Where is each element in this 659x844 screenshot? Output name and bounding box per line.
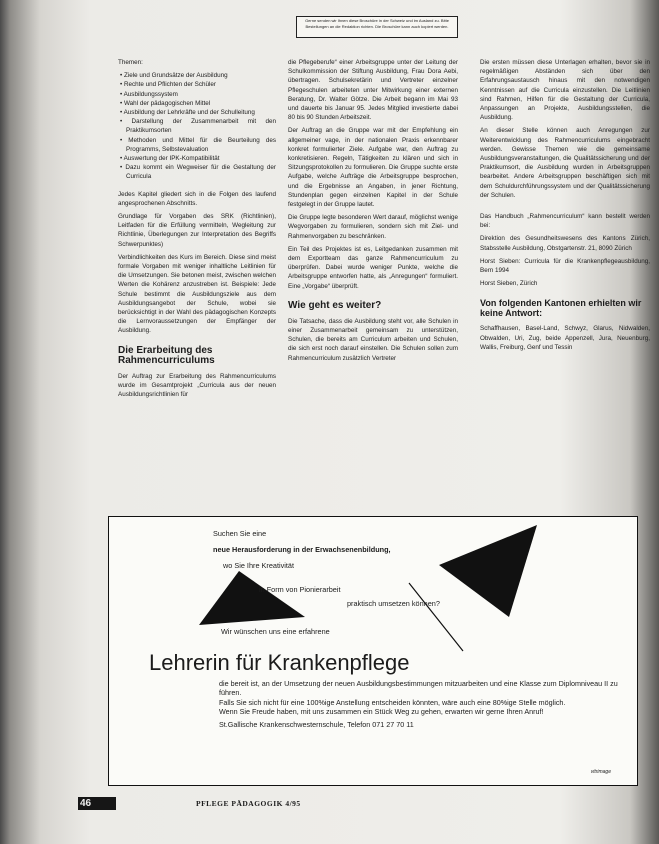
triangle-left xyxy=(199,571,305,625)
diagonal-line xyxy=(409,583,463,651)
column-intro: Themen: xyxy=(118,59,143,66)
section-heading: Die Erarbeitung des Rahmencurriculums xyxy=(118,344,215,366)
reference: Horst Sieben: Curricula für die Krankenpflegeausbildung, Bern 1994 xyxy=(480,257,650,275)
ad-body xyxy=(219,679,623,729)
paragraph: Ein Teil des Projektes ist es, Leitgedanken zusammen mit dem Exportteam das ganze Rahmencurriculum zu überprüfen. Dabei wurde weniger Punkte, welche die Arbeitsgruppe entworfen hatte, als „Anregungen“ formuliert. Eine „Vorgabe“ überprüft. xyxy=(288,245,458,290)
triangle-top-right xyxy=(439,525,537,617)
list-item: • Ausbildungssystem xyxy=(118,90,276,99)
text-column-2 xyxy=(288,58,458,367)
paragraph: Die Gruppe legte besonderen Wert darauf, möglichst wenige Wegvorgaben zu formulieren, sondern sich mit Ziel- und Rahmenvorgaben zu beschränken. xyxy=(288,214,458,240)
list-item: • Auswertung der IPK-Kompatibilität xyxy=(118,154,276,163)
paragraph: Grundlage für Vorgaben des SRK (Richtlinien), Leitfaden für die Erfüllung vermitteln, Wegleitung zur Richtlinie, Überlegungen zur Interpretation des Begriffs Schwerpunktes) xyxy=(118,213,276,248)
list-item: • Dazu kommt ein Wegweiser für die Gestaltung der Curricula xyxy=(118,163,276,181)
author: Horst Sieben, Zürich xyxy=(480,280,538,288)
paragraph: Verbindlichkeiten des Kurs im Bereich. Diese sind meist formale Vorgaben mit weniger inhaltliche Leitlinien für die Umsetzungen. Sie betonen meist, zwischen welchen Werten die Kohärenz anzustreben ist. Beispiele: Jede Schule bestimmt die Ausbildungsziele aus dem Ausbildungsangebot der Schule, wobei sie berücksichtigt in der Wahl des pädagogischen Konzepts die Lernvoraussetzungen der Empfänger der Ausbildung. xyxy=(118,253,276,335)
ad-paragraph: Falls Sie sich nicht für eine 100%ige Anstellung entscheiden könnten, wäre auch eine 80%ige Stelle möglich. xyxy=(219,697,566,707)
paragraph: Der Auftrag zur Erarbeitung des Rahmencurriculums wurde im Gesamtprojekt „Curricula aus der neuen Ausbildungsrichtlinien für xyxy=(118,372,276,399)
list-item: • Methoden und Mittel für die Beurteilung des Programms, Selbstevaluation xyxy=(118,136,276,154)
text-column-3 xyxy=(480,58,650,356)
paragraph: Das Handbuch „Rahmencurriculum“ kann bestellt werden bei: xyxy=(480,213,650,230)
section-heading: Von folgenden Kantonen erhielten wir keine Antwort: xyxy=(480,298,642,319)
list-item: • Ziele und Grundsätze der Ausbildung xyxy=(118,71,276,80)
ad-line: in Form von Pionierarbeit xyxy=(259,585,341,594)
text-column-1 xyxy=(118,58,276,403)
ad-paragraph: Wenn Sie Freude haben, mit uns zusammen ein Stück Weg zu gehen, erwarten wir gerne Ihren Anruf! xyxy=(219,706,544,716)
list-item: • Rechte und Pflichten der Schüler xyxy=(118,80,276,89)
paragraph: Schaffhausen, Basel-Land, Schwyz, Glarus, Nidwalden, Obwalden, Uri, Zug, beide Appenzell, Jura, Neuenburg, Wallis, Freiburg, Genf und Tessin xyxy=(480,325,650,351)
paragraph: Die ersten müssen diese Unterlagen erhalten, bevor sie in regelmäßigen Abständen sich über den Erfahrungsaustausch hinaus mit den notwendigen Kenntnissen auf die Curricula einzustellen. Die Leitlinien sind Rahmen, Hilfen für die Gestaltung der Curricula, Anpassungen an Projekte, Ausbildungsstellen, die Ausbildung. xyxy=(480,59,650,122)
ad-paragraph: die bereit ist, an der Umsetzung der neuen Ausbildungsbestimmungen mitzuarbeiten und eine Klasse zum Diplomniveau II zu führen. xyxy=(219,679,618,698)
ad-heading: Lehrerin für Krankenpflege xyxy=(149,650,410,675)
notice-box: Gerne senden wir Ihnen diese Broschüre in der Schweiz und im Ausland zu. Bitte Bestellungen an die Redaktion richten. Die Broschüre kann auch kopiert werden. xyxy=(296,16,458,38)
ad-line: Wir wünschen uns eine erfahrene xyxy=(221,627,330,636)
page-number: 46 xyxy=(78,797,116,810)
ad-line: wo Sie Ihre Kreativität xyxy=(223,561,294,570)
paragraph: Jedes Kapitel gliedert sich in die Folgen des laufend angesprochenen Abschnitts. xyxy=(118,190,276,207)
ad-line: praktisch umsetzen können? xyxy=(347,599,440,608)
list-item: • Ausbildung der Lehrkräfte und der Schulleitung xyxy=(118,108,276,117)
paragraph: Der Auftrag an die Gruppe war mit der Empfehlung ein allgemeiner vage, in der nationalen Praxis erkennbarer konkret formulierter Ziele. Aufgabe war, den Auftrag zu konkretisieren. Regeln, Tätigkeiten zu klären und sich in Sitzungsprotokollen zu formulieren. Die Gruppe suchte erste Aufgabe, welche Aufträge die Arbeitsgruppe besprochen, und die Ergebnisse an Angaben, in jener Richtung, Stundenplan gegen einzelnen Kapitel in der Schule festgelegt in der Gruppe lautet. xyxy=(288,127,458,209)
paragraph: Die Tatsache, dass die Ausbildung steht vor, alle Schulen in einer Zusammenarbeit gemeinsam zu unterstützen, Schulen, die bereits am Curriculum arbeiten und Schulen, die sich erst noch darauf einstellen. Die Schulen sollen zum Rahmencurriculum zusätzlich Vertreter xyxy=(288,317,458,362)
section-heading: Wie geht es weiter? xyxy=(288,299,382,311)
address: Direktion des Gesundheitswesens des Kantons Zürich, Stabsstelle Ausbildung, Obstgartenstr. 21, 8090 Zürich xyxy=(480,235,650,252)
list-item: • Darstellung der Zusammenarbeit mit den Praktikumsorten xyxy=(118,117,276,135)
list-item: • Wahl der pädagogischen Mittel xyxy=(118,99,276,108)
publication-title: PFLEGE PÄDAGOGIK 4/95 xyxy=(196,799,301,808)
ad-signature: vitrimage xyxy=(590,769,611,775)
topics-list xyxy=(118,71,276,181)
paragraph: die Pflegeberufe“ einer Arbeitsgruppe unter der Leitung der Schulkommission der Stiftung Ausbildung, Frau Dora Aebi, übertragen. Schulsekretärin und Vertreter einzelner Pflegeschulen arbeiteten unter Mitwirkung einer externen Beratung, Dr. Walter Götze. Die Arbeit begann im Mai 93 und dauerte bis Januar 95. Jedes Mitglied investierte dabei 80 bis 90 Stunden Arbeitszeit. xyxy=(288,59,458,122)
ad-line: neue Herausforderung in der Erwachsenenbildung, xyxy=(213,545,391,554)
ad-contact: St.Gallische Krankenschwesternschule, Telefon 071 27 70 11 xyxy=(219,720,414,730)
job-advertisement xyxy=(108,516,638,786)
paragraph: An dieser Stelle können auch Anregungen zur Weiterentwicklung des Rahmencurriculums eingebracht werden. Gewisse Themen wie die gemeinsame Ausbildungsveranstaltungen, die Qualitätssicherung und der Praktikumsort, die Ausbildung wurden in Arbeitsgruppen bearbeitet. Andere Arbeitsgruppen beschäftigen sich mit dem Schuldurchführungssystem und der Qualitätssicherung der Schulen. xyxy=(480,127,650,199)
ad-line: Suchen Sie eine xyxy=(213,529,267,538)
